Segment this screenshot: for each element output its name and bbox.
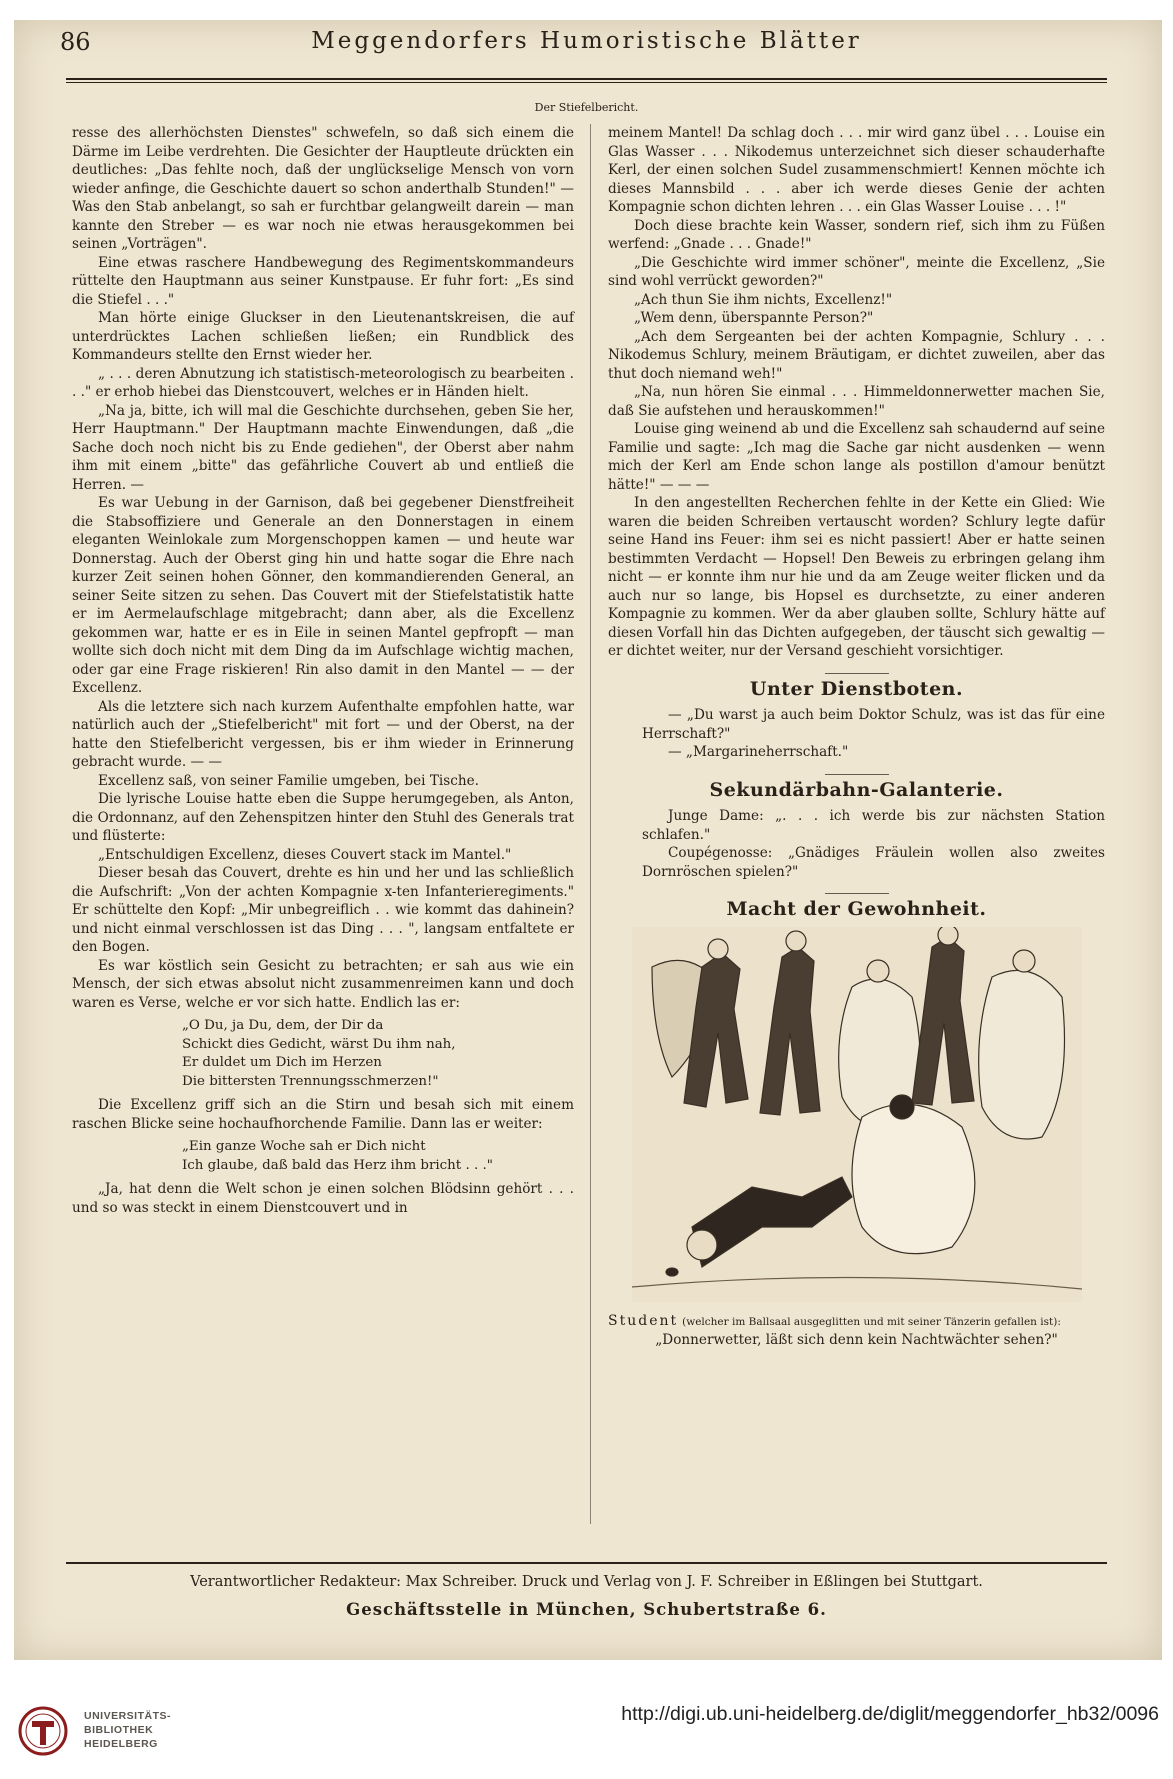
caption-quote: „Donnerwetter, läßt sich denn kein Nachtwächter sehen?"	[655, 1332, 1058, 1348]
story-paragraph: „ . . . deren Abnutzung ich statistisch-meteorologisch zu bearbeiten . . ." er erhob hiebei das Dienstcouvert, welches er in Händen hielt.	[72, 365, 574, 400]
page-number: 86	[60, 28, 91, 56]
column-divider	[590, 124, 591, 1524]
left-column	[72, 124, 574, 1217]
dialogue-line: Junge Dame: „. . . ich werde bis zur nächsten Station schlafen."	[642, 808, 1105, 843]
header-rule	[66, 78, 1107, 80]
story-paragraph: Die Excellenz griff sich an die Stirn und besah sich mit einem raschen Blicke seine hochaufhorchende Familie. Dann las er weiter:	[72, 1097, 574, 1132]
library-name	[84, 1709, 171, 1751]
heidelberg-seal-icon	[18, 1705, 68, 1757]
story-paragraph: Dieser besah das Couvert, drehte es hin und her und las schließlich die Aufschrift: „Von der achten Kompagnie x-ten Infanterieregiments." Er schüttelte den Kopf: „Mir unbegreiflich . . wie kommt das dahinein? und nicht einmal verschlossen ist das Ding . . . ", langsam entfaltete er den Bogen.	[72, 865, 574, 955]
story-paragraph: Doch diese brachte kein Wasser, sondern rief, sich ihm zu Füßen werfend: „Gnade . . . Gnade!"	[608, 217, 1105, 252]
library-name-line: HEIDELBERG	[84, 1738, 158, 1750]
source-url[interactable]: http://digi.ub.uni-heidelberg.de/diglit/meggendorfer_hb32/0096	[621, 1703, 1159, 1725]
caption-speaker: Student	[608, 1312, 679, 1329]
verse-line: Er duldet um Dich im Herzen	[182, 1055, 382, 1070]
dialogue-line: Coupégenosse: „Gnädiges Fräulein wollen also zweites Dornröschen spielen?"	[642, 845, 1105, 880]
verse-line: Schickt dies Gedicht, wärst Du ihm nah,	[182, 1036, 456, 1052]
poem-verse	[182, 1017, 574, 1091]
story-paragraph: „Wem denn, überspannte Person?"	[634, 310, 874, 326]
story-paragraph: „Ach thun Sie ihm nichts, Excellenz!"	[634, 291, 893, 308]
section-heading-galanterie: Sekundärbahn-Galanterie.	[709, 778, 1004, 801]
story-paragraph: resse des allerhöchsten Dienstes" schwefeln, so daß sich einem die Därme im Leibe verdrehten. Die Gesichter der Hauptleute drückten ein deutliches: „Das fehlte noch, daß der unglückselige Mensch von vorn wieder anfinge, die Geschichte dauert so schon anderthalb Stunden!" — Was den Stab anbelangt, so sah er furchtbar gelangweilt darein — man kannte den Streber — es war noch nie etwas herausgekommen bei seinen „Vorträgen".	[72, 125, 574, 252]
footer-rule	[66, 1562, 1107, 1564]
story-paragraph: „Ach dem Sergeanten bei der achten Kompagnie, Schlury . . . Nikodemus Schlury, meinem Bräutigam, er dichtet zuweilen, aber das thut doch niemand weh!"	[608, 328, 1105, 382]
section-separator	[825, 774, 889, 775]
section-separator	[825, 673, 889, 674]
imprint-line: Verantwortlicher Redakteur: Max Schreiber. Druck und Verlag von J. F. Schreiber in Eßlingen bei Stuttgart.	[190, 1574, 983, 1590]
office-address: Geschäftsstelle in München, Schubertstraße 6.	[346, 1600, 827, 1619]
story-paragraph: Es war köstlich sein Gesicht zu betrachten; er sah aus wie ein Mensch, der sich etwas absolut nicht zusammenreimen kann und doch waren es Verse, welche er vor sich hatte. Endlich las er:	[72, 957, 574, 1011]
page-header	[60, 28, 1113, 68]
ballroom-illustration	[632, 927, 1082, 1302]
running-title: Der Stiefelbericht.	[534, 101, 639, 114]
story-paragraph: Eine etwas raschere Handbewegung des Regimentskommandeurs rüttelte den Hauptmann aus seiner Kunstpause. Er fuhr fort: „Es sind die Stiefel . . ."	[72, 254, 574, 308]
verse-line: „O Du, ja Du, dem, der Dir da	[182, 1018, 384, 1033]
section-heading-dienstboten: Unter Dienstboten.	[749, 677, 964, 700]
library-name-line: BIBLIOTHEK	[84, 1724, 154, 1736]
verse-line: Die bittersten Trennungsschmerzen!"	[182, 1073, 439, 1089]
story-paragraph: „Die Geschichte wird immer schöner", meinte die Excellenz, „Sie sind wohl verrückt geworden?"	[608, 254, 1105, 289]
story-paragraph: „Entschuldigen Excellenz, dieses Couvert stack im Mantel."	[98, 846, 512, 863]
story-paragraph: „Ja, hat denn die Welt schon je einen solchen Blödsinn gehört . . . und so was steckt in einem Dienstcouvert und in	[72, 1181, 574, 1216]
section-heading-gewohnheit: Macht der Gewohnheit.	[726, 898, 987, 920]
dialogue-line: — „Du warst ja auch beim Doktor Schulz, was ist das für eine Herrschaft?"	[642, 707, 1105, 742]
caption-note: (welcher im Ballsaal ausgeglitten und mit seiner Tänzerin gefallen ist):	[682, 1315, 1061, 1328]
story-paragraph: Als die letztere sich nach kurzem Aufenthalte empfohlen hatte, war natürlich auch der „Stiefelbericht" mit fort — und der Oberst, na der hatte den Stiefelbericht vergessen, bis er ihm wieder in Erinnerung gebracht wurde. — —	[72, 698, 574, 770]
story-paragraph: „Na ja, bitte, ich will mal die Geschichte durchsehen, geben Sie her, Herr Hauptmann." Der Hauptmann machte Einwendungen, daß „die Sache doch noch nicht bis zu Ende gediehen", der Oberst aber nahm ihm mit einem „bitte" das gefährliche Couvert ab und entließ die Herren. —	[72, 402, 574, 493]
story-paragraph: In den angestellten Recherchen fehlte in der Kette ein Glied: Wie waren die beiden Schreiben vertauscht worden? Schlury legte dafür seine Hand ins Feuer: ihm sei es nicht passiert! Aber er hatte seinen bestimmten Verdacht — Hopsel! Den Beweis zu erbringen gelang ihm nicht — er konnte ihm nur hie und da am Zeuge weiter flicken und da auch nur so lange, bis Hopsel es durchsetzte, zu einer anderen Kompagnie zu kommen. Wer da aber glauben sollte, Schlury hätte auf diesen Vorfall hin das Dichten aufgegeben, der täuscht sich gewaltig — er dichtet weiter, nur der Versand geschieht vorsichtiger.	[608, 495, 1105, 659]
story-paragraph: Man hörte einige Gluckser in den Lieutenantskreisen, die auf unterdrücktes Lachen schließen ließen; ein Rundblick des Kommandeurs stellte den Ernst wieder her.	[72, 310, 574, 363]
story-paragraph: Excellenz saß, von seiner Familie umgeben, bei Tische.	[98, 772, 479, 789]
publication-title: Meggendorfers Humoristische Blätter	[311, 28, 862, 54]
header-rule-thin	[66, 82, 1107, 83]
verse-line: „Ein ganze Woche sah er Dich nicht	[182, 1139, 426, 1154]
illustration-caption	[608, 1312, 1105, 1332]
section-separator	[825, 893, 889, 894]
story-paragraph: meinem Mantel! Da schlag doch . . . mir wird ganz übel . . . Louise ein Glas Wasser . . . Nikodemus unterzeichnet sich dieser schauderhafte Kerl, der einen solchen Sudel zusammenschmiert! Kennen möchte ich dieses Mannsbild . . . aber ich werde dieses Genie der achten Kompagnie schon dichten lehren . . . ein Glas Wasser Louise . . . !"	[608, 125, 1105, 215]
story-paragraph: Louise ging weinend ab und die Excellenz sah schaudernd auf seine Familie und sagte: „Ich mag die Sache gar nicht ausdenken — wenn mich der Kerl am Ende schon lange als postillon d'amour benützt hätte!" — — —	[608, 421, 1105, 493]
dialogue-line: — „Margarineherrschaft."	[668, 744, 849, 760]
story-paragraph: Die lyrische Louise hatte eben die Suppe herumgegeben, als Anton, die Ordonnanz, auf den Zehenspitzen hinter den Stuhl des Generals trat und flüsterte:	[72, 791, 574, 844]
story-paragraph: „Na, nun hören Sie einmal . . . Himmeldonnerwetter machen Sie, daß Sie aufstehen und herauskommen!"	[608, 384, 1105, 419]
right-column	[608, 124, 1105, 1350]
library-name-line: UNIVERSITÄTS-	[84, 1710, 172, 1722]
story-paragraph: Es war Uebung in der Garnison, daß bei gegebener Dienstfreiheit die Stabsoffiziere und Generale an den Donnerstagen in einem eleganten Weinlokale zum Morgenschoppen kamen — und heute war Donnerstag. Auch der Oberst ging hin und hatte sogar die Ehre nach kurzer Zeit seinen hohen Gönner, den kommandierenden General, an seiner Seite sitzen zu sehen. Das Couvert mit der Stiefelstatistik hatte er im Aermelaufschlage mitgebracht; dann aber, als die Excellenz gekommen war, hatte er es in Eile in seinen Mantel gepfropft — man wollte sich doch nicht mit dem Ding da im Aufschlage wichtig machen, oder gar eine Frage riskieren! Rin also damit in den Mantel — — der Excellenz.	[72, 495, 574, 696]
poem-verse	[182, 1138, 574, 1175]
verse-line: Ich glaube, daß bald das Herz ihm bricht . . ."	[182, 1157, 493, 1173]
